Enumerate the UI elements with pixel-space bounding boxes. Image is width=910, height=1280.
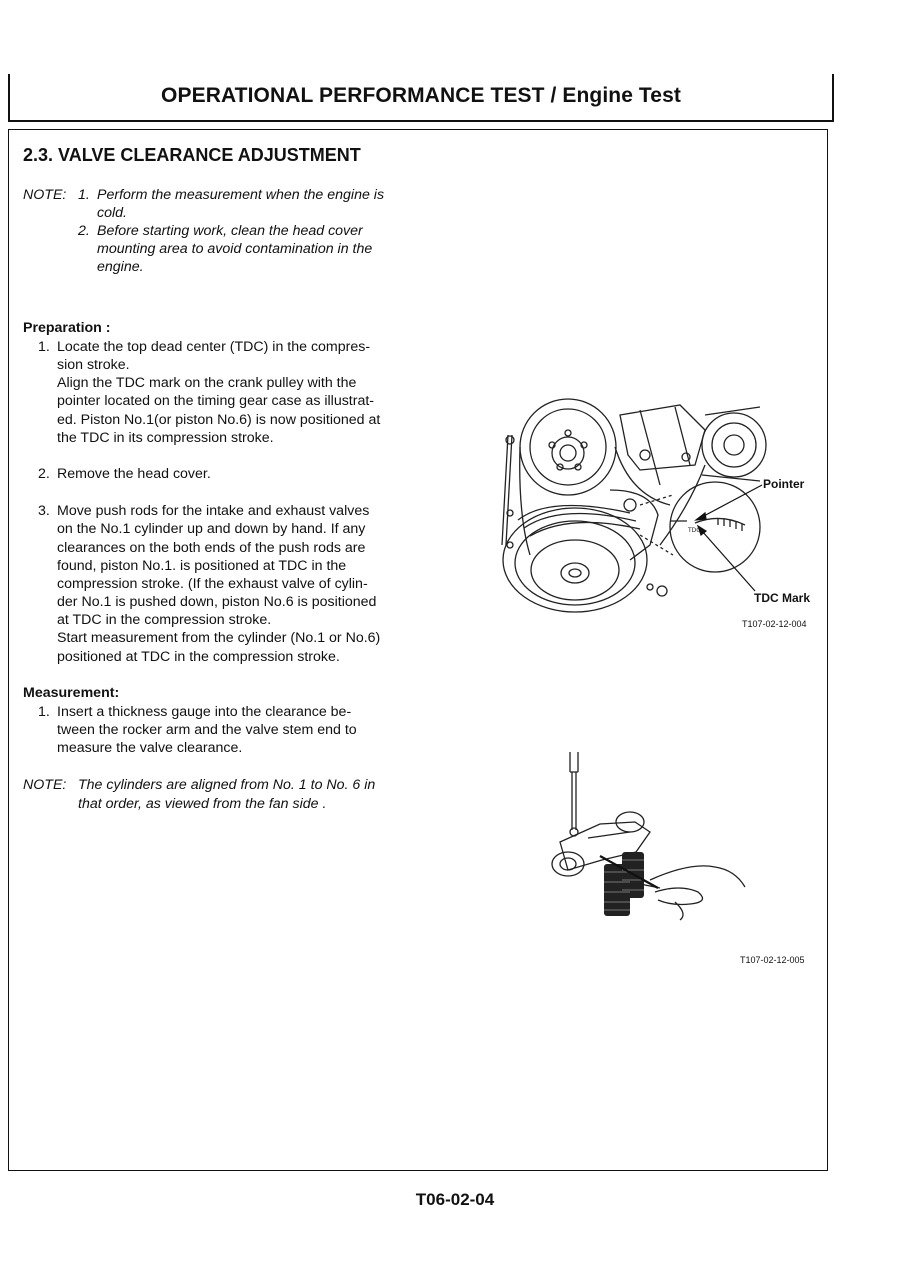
- note2-label: NOTE:: [23, 777, 67, 793]
- page-header: [8, 74, 834, 122]
- figure2-code: T107-02-12-005: [740, 955, 805, 965]
- prep-step3-line: on the No.1 cylinder up and down by hand. If any: [57, 521, 366, 537]
- note1-item2-line2: mounting area to avoid contamination in the: [97, 241, 373, 257]
- prep-step3-line: positioned at TDC in the compression stroke.: [57, 649, 340, 665]
- note2-line1: The cylinders are aligned from No. 1 to No. 6 in: [78, 777, 376, 793]
- prep-step3-line: Start measurement from the cylinder (No.1 or No.6): [57, 630, 381, 646]
- note1-item1-line2: cold.: [97, 205, 127, 221]
- prep-step2-text: Remove the head cover.: [57, 466, 211, 482]
- note1-item1-num: 1.: [78, 187, 90, 203]
- prep-step1-line: the TDC in its compression stroke.: [57, 430, 274, 446]
- pointer-label: Pointer: [763, 477, 805, 491]
- note2-line2: that order, as viewed from the fan side .: [78, 796, 327, 812]
- note1-item1-line1: Perform the measurement when the engine is: [97, 187, 385, 203]
- page-number: T06-02-04: [415, 1190, 495, 1209]
- header-title: OPERATIONAL PERFORMANCE TEST / Engine Test: [161, 84, 681, 107]
- prep-step1-line: Locate the top dead center (TDC) in the compres-: [57, 339, 371, 355]
- prep-step3-line: clearances on the both ends of the push rods are: [57, 540, 366, 556]
- note1-item2-line1: Before starting work, clean the head cover: [97, 223, 363, 239]
- prep-step3-num: 3.: [38, 503, 50, 519]
- measurement-heading: Measurement:: [23, 685, 120, 701]
- prep-step3-line: found, piston No.1. is positioned at TDC in the: [57, 558, 347, 574]
- tdc-mark-label: TDC Mark: [754, 591, 811, 605]
- meas-step1-line: measure the valve clearance.: [57, 740, 243, 756]
- preparation-heading: Preparation :: [23, 320, 111, 336]
- meas-step1-line: Insert a thickness gauge into the clearance be-: [57, 704, 352, 720]
- section-title: 2.3. VALVE CLEARANCE ADJUSTMENT: [23, 145, 361, 165]
- prep-step3-line: compression stroke. (If the exhaust valve of cylin-: [57, 576, 368, 592]
- meas-step1-num: 1.: [38, 704, 50, 720]
- prep-step3-line: Move push rods for the intake and exhaust valves: [57, 503, 370, 519]
- prep-step3-line: der No.1 is pushed down, piston No.6 is positioned: [57, 594, 377, 610]
- prep-step1-line: ed. Piston No.1(or piston No.6) is now positioned at: [57, 412, 381, 428]
- engine-front-illustration: [490, 395, 790, 615]
- prep-step1-line: sion stroke.: [57, 357, 130, 373]
- meas-step1-line: tween the rocker arm and the valve stem end to: [57, 722, 357, 738]
- prep-step1-line: pointer located on the timing gear case as illustrat-: [57, 393, 375, 409]
- figure1-code: T107-02-12-004: [742, 619, 807, 629]
- valve-clearance-illustration: [540, 752, 760, 927]
- note1-item2-num: 2.: [78, 223, 90, 239]
- prep-step1-line: Align the TDC mark on the crank pulley with the: [57, 375, 357, 391]
- note1-item2-line3: engine.: [97, 259, 144, 275]
- tdc-dial-text: TDC: [688, 527, 701, 534]
- note1-label: NOTE:: [23, 187, 67, 203]
- prep-step1-num: 1.: [38, 339, 50, 355]
- prep-step2-num: 2.: [38, 466, 50, 482]
- prep-step3-line: at TDC in the compression stroke.: [57, 612, 272, 628]
